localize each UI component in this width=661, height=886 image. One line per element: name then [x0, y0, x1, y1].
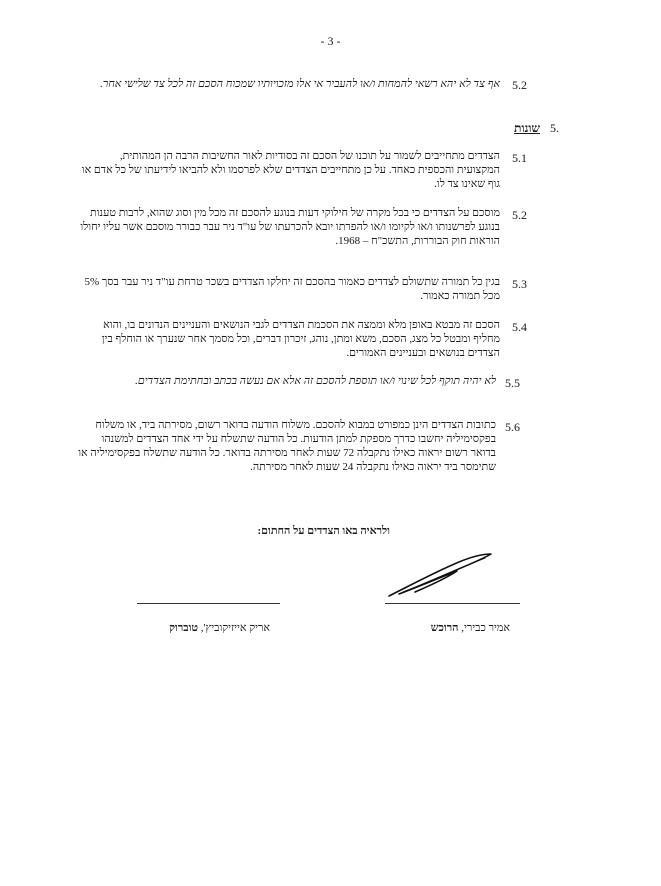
clause-text: לא יהיה תוקף לכל שינוי ו/או תוספת להסכם זה אלא אם נעשה בכתב ובחתימת הצדדים. — [135, 375, 496, 387]
clause-number: 5.6 — [505, 420, 520, 434]
section-number: 5. — [550, 121, 559, 135]
clause-text: אף צד לא יהא רשאי להמחות ו/או להעביר אי אלו מזכויותיו שמכוח הסכם זה לכל צד שלישי אחר. — [100, 78, 500, 90]
clause-text: הסכם זה מבטא באופן מלא וממצה את הסכמת הצדדים לגבי הנושאים והעניינים הנדונים בו, והוא מחליף ומבטל כל מצג, הסכם, משא ומתן, נוהג, זיכרון דברים, וכל מסמך אחר שנערך או הוחלף בין הצדדים בנושאים ובעניינים האמורים. — [101, 319, 500, 359]
clause-number: 5.5 — [505, 376, 520, 390]
signatory-buyer — [380, 622, 510, 634]
closing-statement: ולראיה באו הצדדים על החתום: — [257, 525, 390, 537]
signatory-tobruk — [130, 622, 270, 634]
clause-text: הצדדים מתחייבים לשמור על תוכנו של הסכם זה בסודיות לאור החשיבות הרבה הן המהותית, המקצועית והכספית כאחד. על כן מתחייבים הצדדים שלא לפרסמו ולא להביאו לידיעתו של כל אדם או גוף שאינו צד לו. — [81, 150, 500, 190]
clause-number: 5.3 — [512, 277, 527, 291]
section-title: שונות — [514, 121, 540, 135]
signatory-role: הרוכש — [430, 622, 459, 634]
signatory-name: אריק אייזיקוביץ', — [200, 622, 270, 634]
signature-line-buyer — [385, 603, 520, 604]
signatory-role: טוברוק — [169, 622, 199, 634]
clause-text: מוסכם על הצדדים כי בכל מקרה של חילוקי דעות בנוגע להסכם זה מכל מין וסוג שהוא, לרבות טענות בנוגע לפרשנותו ו/או לקיומו ו/או להפרתו יובא להכרעתו של עו"ד ניר עבר כבורר מוסכם אשר עליו יחולו הוראות חוק הבוררות, התשכ"ח – 1968. — [80, 207, 500, 247]
clause-text: בגין כל תמורה שתשולם לצדדים כאמור בהסכם זה יחלקו הצדדים בשכר טרחת עו"ד ניר עבר בסך 5% מכל תמורה כאמור. — [84, 276, 500, 302]
clause-number: 5.2 — [512, 208, 527, 222]
clause-text: כתובות הצדדים הינן כמפורט במבוא להסכם. משלוח הודעה בדואר רשום, מסירתה ביד, או משלוח בפקסימיליה יחשבו כדרך מספקת למתן הודעות. כל הודעה שתשלח על ידי אחד הצדדים למשנהו בדואר רשום יראוה כאילו נתקבלה 72 שעות לאחר מסירתה בדואר. כל הודעה שתשלח בפקסימיליה או שתימסר ביד יראוה כאילו נתקבלה 24 שעות לאחר מסירתה. — [78, 419, 496, 473]
clause-number: 5.4 — [512, 320, 527, 334]
signature-mark — [385, 552, 495, 600]
page-number: - 3 - — [320, 34, 341, 48]
clause-number: 5.2 — [512, 78, 527, 92]
signature-line-tobruk — [137, 603, 280, 604]
clause-number: 5.1 — [512, 151, 527, 165]
signatory-name: אמיר כבירי, — [461, 622, 510, 634]
